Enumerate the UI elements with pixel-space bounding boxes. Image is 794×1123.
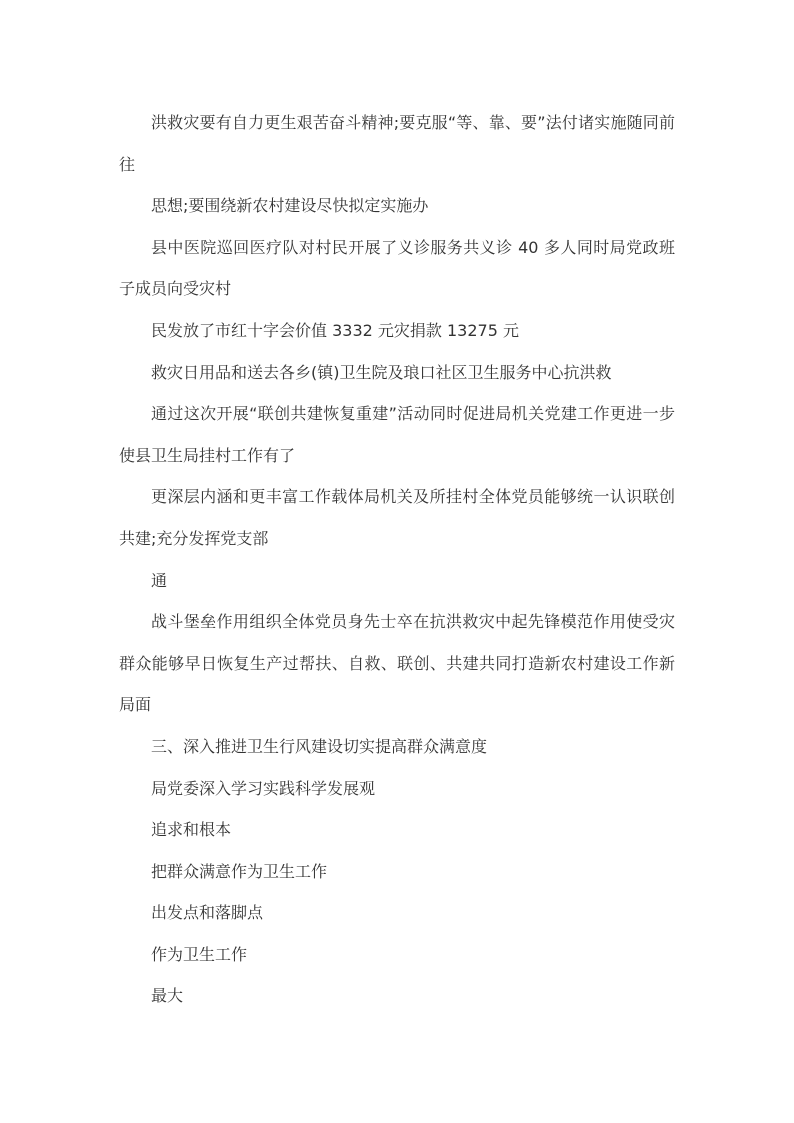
document-body bbox=[119, 102, 675, 1017]
paragraph-11: 局党委深入学习实践科学发展观 bbox=[151, 778, 376, 798]
paragraph-3: 县中医院巡回医疗队对村民开展了义诊服务共义诊 40 多人同时局党政班子成员向受灾村 bbox=[119, 237, 675, 299]
paragraph-12: 追求和根本 bbox=[151, 820, 232, 840]
paragraph-16: 最大 bbox=[151, 986, 184, 1006]
paragraph-7: 更深层内涵和更丰富工作载体局机关及所挂村全体党员能够统一认识联创共建;充分发挥党支部 bbox=[119, 487, 675, 548]
paragraph-2: 思想;要围绕新农村建设尽快拟定实施办 bbox=[151, 196, 429, 216]
paragraph-6: 通过这次开展“联创共建恢复重建”活动同时促进局机关党建工作更进一步使县卫生局挂村工作有了 bbox=[119, 404, 675, 465]
paragraph-8: 通 bbox=[151, 570, 168, 590]
paragraph-14: 出发点和落脚点 bbox=[151, 903, 264, 923]
paragraph-13: 把群众满意作为卫生工作 bbox=[151, 861, 328, 881]
paragraph-5: 救灾日用品和送去各乡(镇)卫生院及琅口社区卫生服务中心抗洪救 bbox=[151, 362, 612, 382]
paragraph-1: 洪救灾要有自力更生艰苦奋斗精神;要克服“等、靠、要”法付诸实施随同前往 bbox=[119, 113, 675, 174]
section-heading: 三、深入推进卫生行风建设切实提高群众满意度 bbox=[151, 736, 488, 756]
paragraph-4: 民发放了市红十字会价值 3332 元灾捐款 13275 元 bbox=[151, 320, 519, 340]
paragraph-9: 战斗堡垒作用组织全体党员身先士卒在抗洪救灾中起先锋模范作用使受灾群众能够早日恢复生产过帮扶、自救、联创、共建共同打造新农村建设工作新局面 bbox=[119, 612, 675, 715]
paragraph-15: 作为卫生工作 bbox=[151, 944, 248, 964]
